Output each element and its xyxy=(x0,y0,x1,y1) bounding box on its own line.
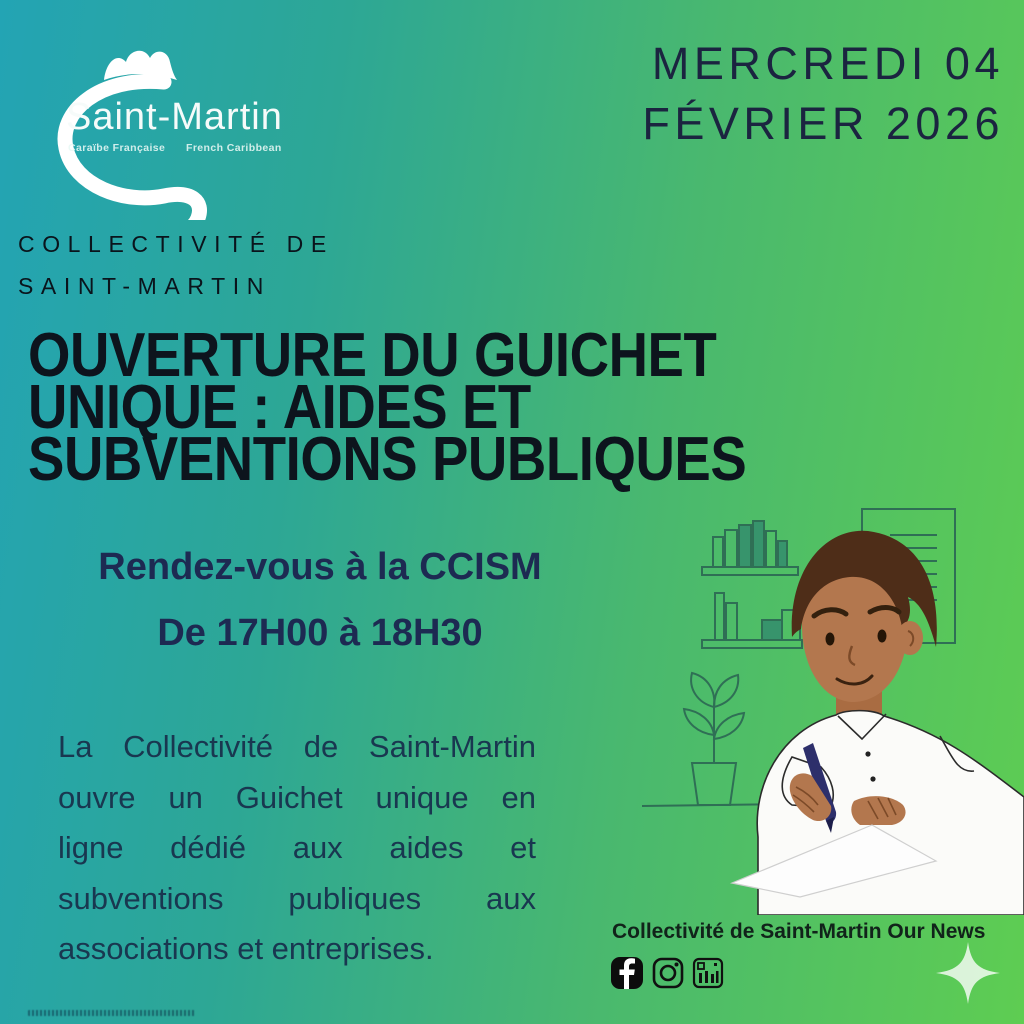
body-paragraph xyxy=(58,722,536,975)
facebook-icon xyxy=(610,956,644,990)
body-line: subventions publiques aux xyxy=(58,880,536,916)
event-details xyxy=(55,546,585,655)
event-time: De 17H00 à 18H30 xyxy=(157,612,483,654)
qr-code-icon xyxy=(692,957,724,989)
logo-tagline-fr: Caraïbe Française xyxy=(68,142,166,154)
organization-line-2: SAINT-MARTIN xyxy=(18,272,271,299)
organization-line-1: COLLECTIVITÉ DE xyxy=(18,231,334,257)
date-line-2: FÉVRIER 2026 xyxy=(642,97,1004,149)
fine-print-text xyxy=(28,1010,196,1016)
saint-martin-logo xyxy=(14,20,314,220)
logo-tagline-en: French Caribbean xyxy=(186,142,282,154)
potted-plant-icon xyxy=(684,673,744,805)
body-line: associations et entreprises. xyxy=(58,931,434,966)
logo-wordmark: Saint-Martin xyxy=(66,96,283,138)
body-line: La Collectivité de Saint-Martin xyxy=(58,729,536,764)
date-line-1: MERCREDI 04 xyxy=(651,38,1004,89)
title-line-2: UNIQUE : AIDES ET xyxy=(28,373,531,442)
body-line: ouvre un Guichet unique en xyxy=(58,779,536,815)
writing-person-illustration xyxy=(640,495,1024,915)
page-title xyxy=(28,321,844,494)
body-line: ligne dédié aux aides et xyxy=(58,830,536,865)
event-location: Rendez-vous à la CCISM xyxy=(98,546,542,588)
social-icons-row xyxy=(610,956,724,990)
bookshelf-icon xyxy=(702,521,802,648)
sparkle-icon xyxy=(936,942,1000,1004)
title-line-3: SUBVENTIONS PUBLIQUES xyxy=(28,425,747,494)
title-line-1: OUVERTURE DU GUICHET xyxy=(28,321,717,390)
date-banner xyxy=(642,34,1004,154)
instagram-icon xyxy=(651,956,685,990)
organization-name xyxy=(18,224,334,308)
footer-caption: Collectivité de Saint-Martin Our News xyxy=(612,920,986,943)
